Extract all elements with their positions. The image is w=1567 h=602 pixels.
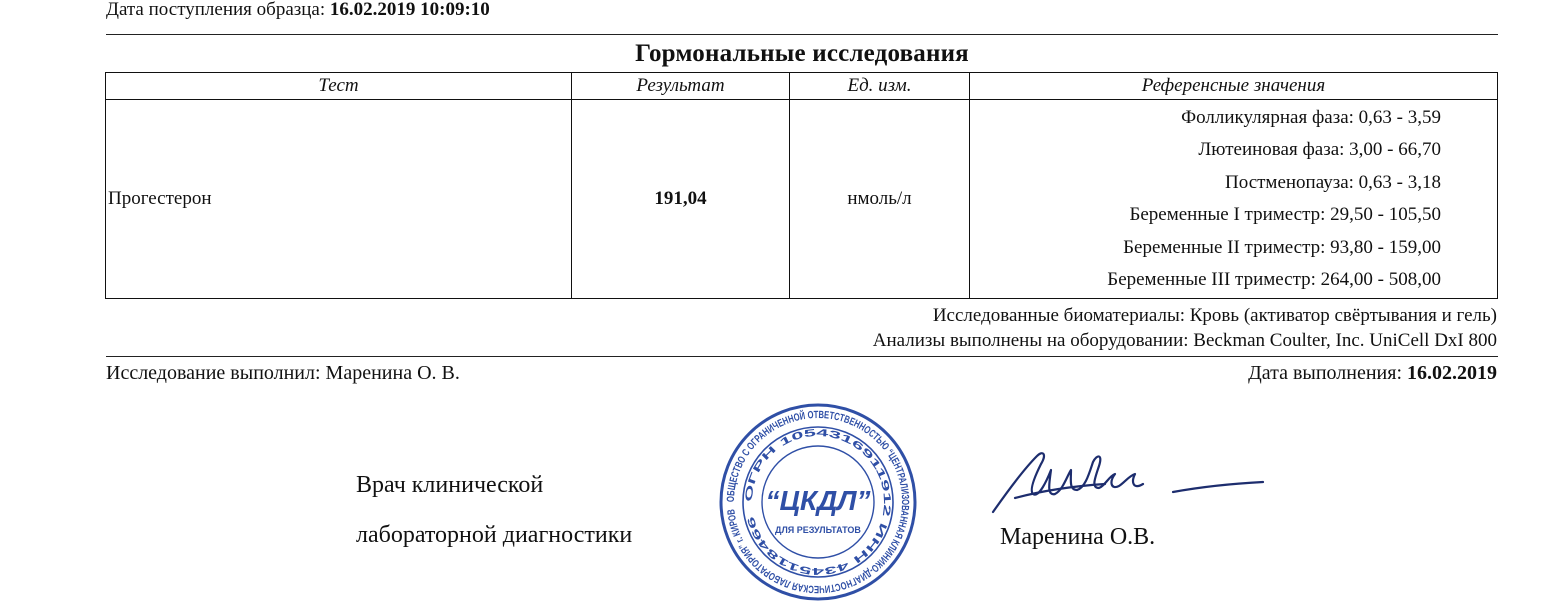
lab-stamp [718,402,918,602]
sample-receipt-label: Дата поступления образца: [106,0,326,20]
signer-name: Маренина О.В. [1000,524,1156,550]
execution-date [1248,362,1497,385]
doctor-title-line2: лабораторной диагностики [356,522,633,548]
biomaterials-note: Исследованные биоматериалы: Кровь (активатор свёртывания и гель) [932,305,1497,326]
cell-test: Прогестерон [106,100,572,299]
header-reference: Референсные значения [970,73,1498,100]
reference-line: Постменопауза: 0,63 - 3,18 [1225,171,1441,193]
section-title: Гормональные исследования [635,40,969,67]
stamp-ring-text: ОБЩЕСТВО С ОГРАНИЧЕННОЙ ОТВЕТСТВЕННОСТЬЮ “ЦЕНТРАЛИЗОВАННАЯ КЛИНИКО-ДИАГНОСТИЧЕСКАЯ ЛАБОРАТОРИЯ” г. КИРОВ [724,408,912,596]
execution-date-value: 16.02.2019 [1407,362,1497,384]
sample-receipt-value: 16.02.2019 10:09:10 [329,0,490,20]
cell-result: 191,04 [572,100,790,299]
cell-reference [970,100,1498,299]
reference-line: Лютеиновая фаза: 3,00 - 66,70 [1198,139,1441,160]
reference-line: Беременные II триместр: 93,80 - 159,00 [1123,236,1441,258]
bottom-divider [106,356,1498,357]
header-test: Тест [106,73,572,100]
header-unit: Ед. изм. [790,73,970,100]
reference-line: Беременные III триместр: 264,00 - 508,00 [1107,269,1441,290]
doctor-title-line1: Врач клинической [356,472,544,498]
header-result: Результат [572,73,790,100]
top-divider [106,34,1498,35]
stamp-sub-text: ДЛЯ РЕЗУЛЬТАТОВ [775,525,861,535]
handwritten-signature [985,440,1275,525]
table-header-row [106,73,1498,100]
reference-line: Беременные I триместр: 29,50 - 105,50 [1129,204,1441,225]
sample-receipt-date [106,0,490,21]
results-table [105,72,1498,299]
reference-line: Фолликулярная фаза: 0,63 - 3,59 [1181,106,1441,128]
performer-line: Исследование выполнил: Маренина О. В. [106,362,460,384]
cell-unit: нмоль/л [790,100,970,299]
stamp-inner-ring-text: ОГРН 1054316911912 ИНН 4345118466 [743,427,893,577]
equipment-note: Анализы выполнены на оборудовании: Beckman Coulter, Inc. UniCell DxI 800 [872,330,1497,351]
table-row [106,100,1498,299]
stamp-center-text: “ЦКДЛ” [765,485,871,516]
execution-date-label: Дата выполнения: [1248,362,1402,384]
